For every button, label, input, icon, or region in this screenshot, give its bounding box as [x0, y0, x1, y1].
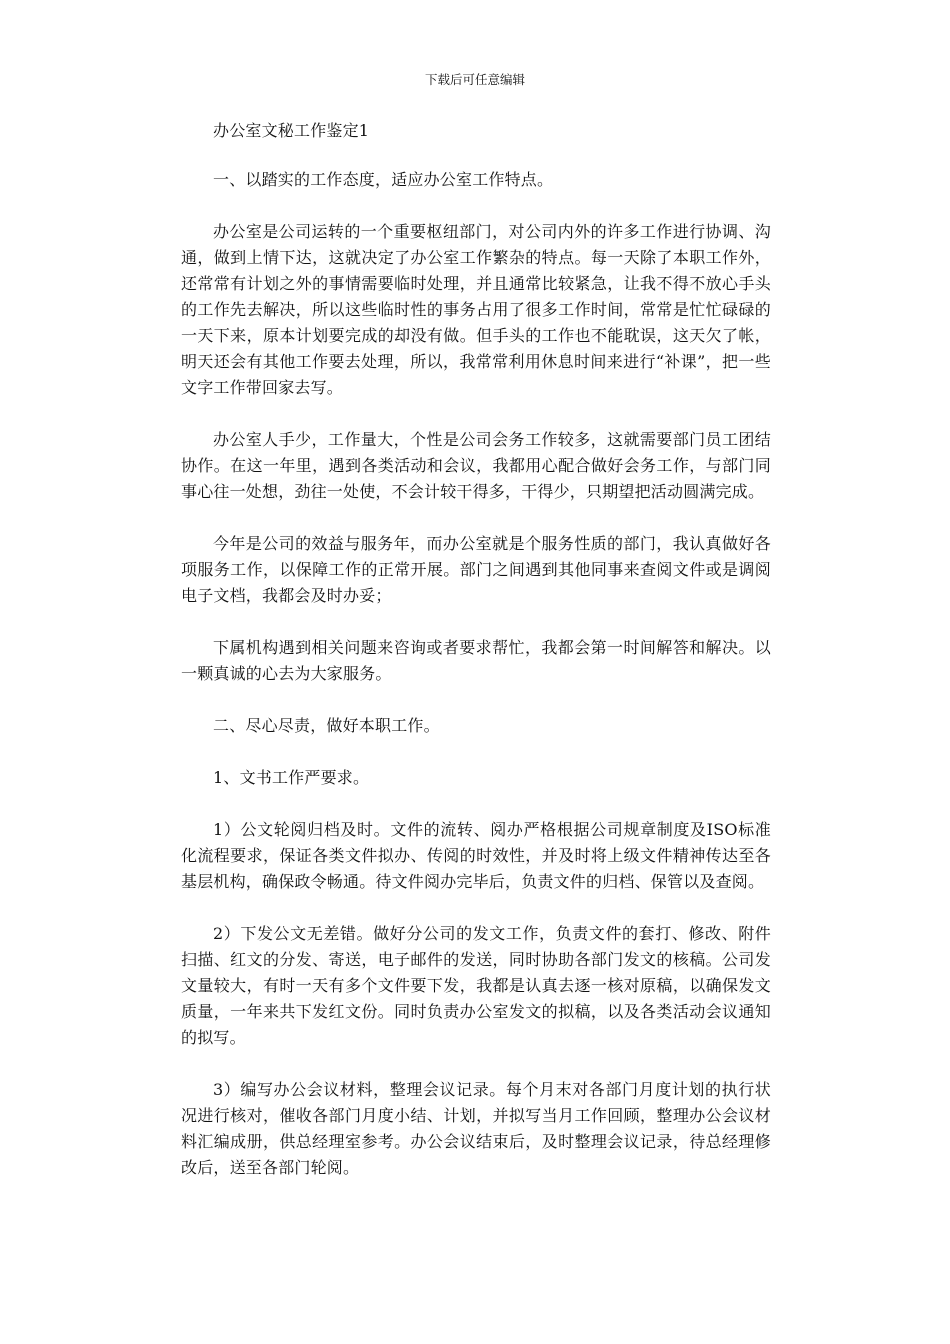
- section-heading-2: 二、尽心尽责，做好本职工作。: [213, 716, 440, 735]
- body-paragraph: 3）编写办公会议材料，整理会议记录。每个月末对各部门月度计划的执行状况进行核对，催收各部门月度小结、计划，并拟写当月工作回顾，整理办公会议材料汇编成册，供总经理室参考。办公会议结束后，及时整理会议记录，待总经理修改后，送至各部门轮阅。: [181, 1080, 771, 1177]
- body-paragraph: 下属机构遇到相关问题来咨询或者要求帮忙，我都会第一时间解答和解决。以一颗真诚的心去为大家服务。: [181, 638, 771, 683]
- body-paragraph: 今年是公司的效益与服务年，而办公室就是个服务性质的部门，我认真做好各项服务工作，以保障工作的正常开展。部门之间遇到其他同事来查阅文件或是调阅电子文档，我都会及时办妥；: [181, 534, 771, 605]
- body-paragraph: 1）公文轮阅归档及时。文件的流转、阅办严格根据公司规章制度及ISO标准化流程要求，保证各类文件拟办、传阅的时效性，并及时将上级文件精神传达至各基层机构，确保政令畅通。待文件阅办完毕后，负责文件的归档、保管以及查阅。: [181, 820, 771, 891]
- subsection-heading: 1、文书工作严要求。: [213, 768, 370, 787]
- document-title: 办公室文秘工作鉴定1: [213, 121, 370, 140]
- body-paragraph: 2）下发公文无差错。做好分公司的发文工作，负责文件的套打、修改、附件扫描、红文的分发、寄送，电子邮件的发送，同时协助各部门发文的核稿。公司发文量较大，有时一天有多个文件要下发，我都是认真去逐一核对原稿，以确保发文质量，一年来共下发红文份。同时负责办公室发文的拟稿，以及各类活动会议通知的拟写。: [181, 924, 771, 1047]
- section-heading-1: 一、以踏实的工作态度，适应办公室工作特点。: [213, 170, 554, 189]
- body-paragraph: 办公室是公司运转的一个重要枢纽部门，对公司内外的许多工作进行协调、沟通，做到上情下达，这就决定了办公室工作繁杂的特点。每一天除了本职工作外，还常常有计划之外的事情需要临时处理，并且通常比较紧急，让我不得不放心手头的工作先去解决，所以这些临时性的事务占用了很多工作时间，常常是忙忙碌碌的一天下来，原本计划要完成的却没有做。但手头的工作也不能耽误，这天欠了帐，明天还会有其他工作要去处理，所以，我常常利用休息时间来进行“补课”，把一些文字工作带回家去写。: [181, 222, 771, 397]
- page-header-note: 下载后可任意编辑: [424, 72, 525, 87]
- document-body: [181, 118, 771, 1207]
- body-paragraph: 办公室人手少，工作量大，个性是公司会务工作较多，这就需要部门员工团结协作。在这一年里，遇到各类活动和会议，我都用心配合做好会务工作，与部门同事心往一处想，劲往一处使，不会计较干得多，干得少，只期望把活动圆满完成。: [181, 430, 771, 501]
